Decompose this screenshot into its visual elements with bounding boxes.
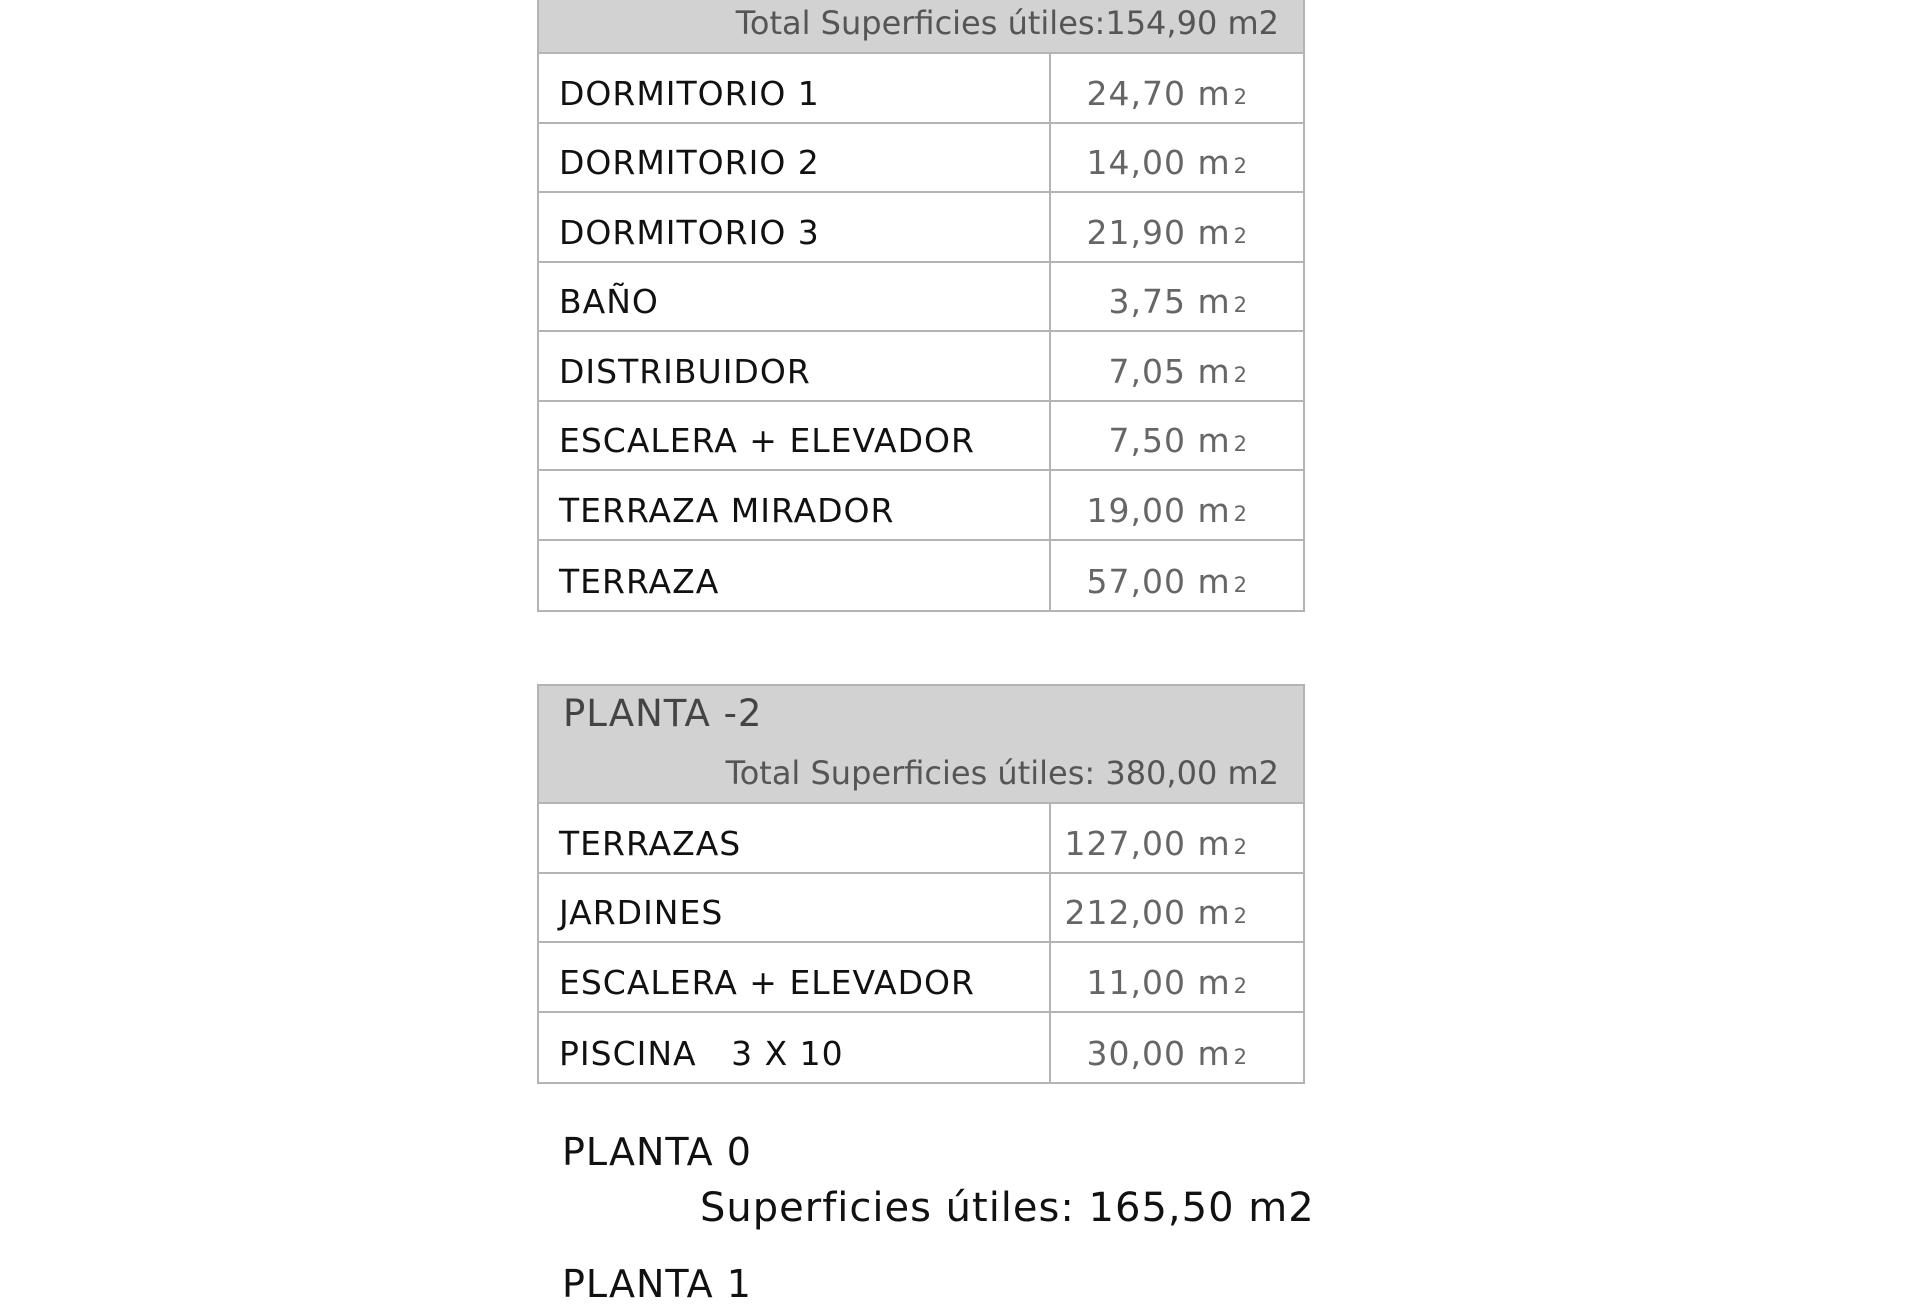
- area-exponent: 2: [1233, 501, 1248, 526]
- room-area: [1051, 874, 1303, 942]
- room-name: TERRAZA MIRADOR: [539, 471, 1051, 539]
- area-unit: m: [1197, 212, 1231, 252]
- area-exponent: 2: [1233, 293, 1248, 317]
- room-name: DORMITORIO 1: [539, 54, 1051, 122]
- area-unit: m: [1197, 421, 1231, 460]
- table-total: Total Superficies útiles:154,90 m2: [735, 4, 1279, 42]
- area-number: 212,00: [1064, 893, 1186, 932]
- planta-0-total: Superficies útiles: 165,50 m2: [700, 1185, 1315, 1231]
- table-header: [539, 0, 1303, 54]
- room-area: [1051, 193, 1303, 261]
- area-exponent: 2: [1233, 1045, 1248, 1069]
- area-unit: m: [1197, 73, 1231, 113]
- area-number: 21,90: [1086, 212, 1186, 252]
- table-row: [539, 124, 1303, 194]
- area-table-upper: [537, 0, 1305, 612]
- area-exponent: 2: [1233, 973, 1248, 998]
- room-area: [1051, 402, 1303, 470]
- room-area: [1051, 1013, 1303, 1083]
- area-unit: m: [1197, 962, 1231, 1002]
- room-name: JARDINES: [539, 874, 1051, 942]
- table-header: [539, 686, 1303, 804]
- table-row: [539, 332, 1303, 402]
- area-unit: m: [1197, 1034, 1231, 1073]
- area-number: 7,05: [1108, 351, 1186, 391]
- room-area: [1051, 263, 1303, 331]
- table-total: Total Superficies útiles: 380,00 m2: [725, 754, 1279, 792]
- table-row: [539, 1013, 1303, 1083]
- room-name: TERRAZA: [539, 541, 1051, 611]
- area-number: 3,75: [1108, 282, 1186, 321]
- room-area: [1051, 943, 1303, 1011]
- room-name: DORMITORIO 3: [539, 193, 1051, 261]
- area-unit: m: [1197, 282, 1231, 321]
- area-exponent: 2: [1233, 904, 1248, 928]
- area-exponent: 2: [1233, 84, 1248, 109]
- table-title: PLANTA -2: [563, 692, 763, 735]
- area-number: 127,00: [1064, 823, 1186, 863]
- room-area: [1051, 471, 1303, 539]
- room-name: BAÑO: [539, 263, 1051, 331]
- area-unit: m: [1197, 893, 1231, 932]
- area-unit: m: [1197, 562, 1231, 601]
- table-row: [539, 874, 1303, 944]
- area-number: 11,00: [1086, 962, 1186, 1002]
- planta-1-title: PLANTA 1: [562, 1262, 752, 1306]
- room-name: ESCALERA + ELEVADOR: [539, 402, 1051, 470]
- table-row: [539, 402, 1303, 472]
- area-number: 19,00: [1086, 490, 1186, 530]
- area-table-planta-minus-2: [537, 684, 1305, 1084]
- area-exponent: 2: [1233, 573, 1248, 597]
- area-exponent: 2: [1233, 362, 1248, 387]
- room-area: [1051, 541, 1303, 611]
- room-name: DISTRIBUIDOR: [539, 332, 1051, 400]
- planta-0-title: PLANTA 0: [562, 1130, 752, 1174]
- table-row: [539, 263, 1303, 333]
- table-row: [539, 471, 1303, 541]
- area-exponent: 2: [1233, 834, 1248, 859]
- area-number: 14,00: [1086, 143, 1186, 182]
- area-number: 7,50: [1108, 421, 1186, 460]
- area-number: 57,00: [1086, 562, 1186, 601]
- area-exponent: 2: [1233, 154, 1248, 178]
- area-number: 30,00: [1086, 1034, 1186, 1073]
- room-area: [1051, 332, 1303, 400]
- table-row: [539, 541, 1303, 611]
- room-name: PISCINA 3 X 10: [539, 1013, 1051, 1083]
- room-name: ESCALERA + ELEVADOR: [539, 943, 1051, 1011]
- room-name: DORMITORIO 2: [539, 124, 1051, 192]
- area-number: 24,70: [1086, 73, 1186, 113]
- table-body: [539, 54, 1303, 610]
- area-unit: m: [1197, 490, 1231, 530]
- table-row: [539, 193, 1303, 263]
- room-area: [1051, 54, 1303, 122]
- table-row: [539, 804, 1303, 874]
- area-unit: m: [1197, 823, 1231, 863]
- table-row: [539, 54, 1303, 124]
- room-area: [1051, 804, 1303, 872]
- table-body: [539, 804, 1303, 1082]
- area-unit: m: [1197, 351, 1231, 391]
- area-exponent: 2: [1233, 223, 1248, 248]
- room-name: TERRAZAS: [539, 804, 1051, 872]
- area-unit: m: [1197, 143, 1231, 182]
- room-area: [1051, 124, 1303, 192]
- area-exponent: 2: [1233, 432, 1248, 456]
- table-row: [539, 943, 1303, 1013]
